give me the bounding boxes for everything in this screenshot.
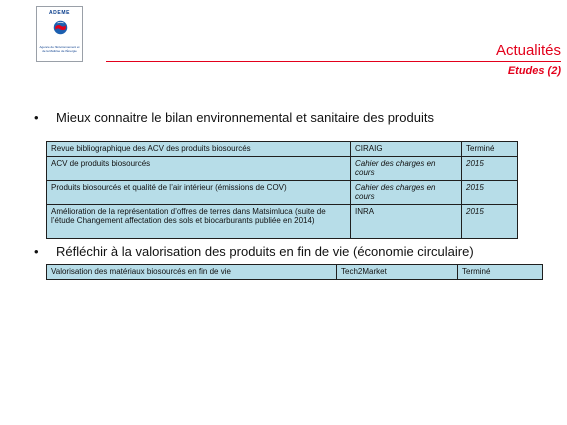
row-status: 2015 <box>462 204 518 238</box>
row-title: Valorisation des matériaux biosourcés en fin de vie <box>47 265 337 280</box>
row-actor: CIRAIG <box>351 142 462 157</box>
row-status: 2015 <box>462 156 518 180</box>
row-actor: Tech2Market <box>337 265 458 280</box>
row-status: Terminé <box>458 265 543 280</box>
section1-table <box>46 141 518 239</box>
logo-tagline: Agence de l'Environnement et de la Maîtrise de l'Énergie <box>39 45 80 53</box>
table-row <box>47 265 543 280</box>
logo-word: ADEME <box>48 10 71 16</box>
row-title: Produits biosourcés et qualité de l’air intérieur (émissions de COV) <box>47 180 351 204</box>
title-divider <box>106 61 561 62</box>
row-actor: INRA <box>351 204 462 238</box>
row-actor: Cahier des charges en cours <box>351 180 462 204</box>
table-row <box>47 180 518 204</box>
page-subtitle: Etudes (2) <box>507 65 561 77</box>
ademe-globe-icon <box>53 20 68 35</box>
section2-table <box>46 264 543 280</box>
section1-heading-text: Mieux connaitre le bilan environnemental et sanitaire des produits <box>56 110 434 125</box>
row-title: Revue bibliographique des ACV des produits biosourcés <box>47 142 351 157</box>
row-title: ACV de produits biosourcés <box>47 156 351 180</box>
row-title: Amélioration de la représentation d’offres de terres dans Matsimluca (suite de l’étude Changement affectation des sols et biocarburants publiée en 2014) <box>47 204 351 238</box>
row-status: 2015 <box>462 180 518 204</box>
section2-heading <box>34 244 474 259</box>
row-actor: Cahier des charges en cours <box>351 156 462 180</box>
section2-heading-text: Réfléchir à la valorisation des produits en fin de vie (économie circulaire) <box>56 244 474 259</box>
page-title: Actualités <box>495 42 561 59</box>
table-row <box>47 142 518 157</box>
table-row <box>47 204 518 238</box>
table-row <box>47 156 518 180</box>
bullet-mark: • <box>34 244 39 259</box>
section1-heading <box>34 110 434 125</box>
ademe-logo <box>36 6 83 62</box>
row-status: Terminé <box>462 142 518 157</box>
bullet-mark: • <box>34 110 39 125</box>
